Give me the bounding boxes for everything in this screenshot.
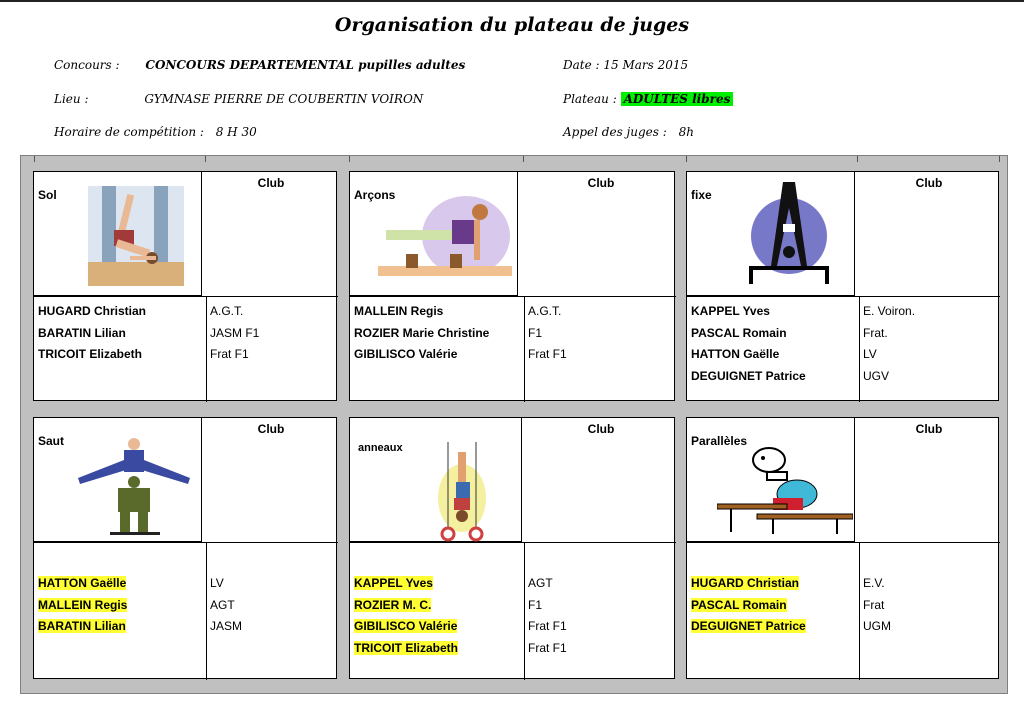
concours-value: CONCOURS DEPARTEMENTAL pupilles adultes [145, 58, 466, 72]
judge-row: HUGARD Christian [691, 576, 800, 590]
parallel-bars-icon [717, 444, 853, 536]
judge-row: GIBILISCO Valérie [354, 347, 458, 361]
divider [206, 296, 207, 402]
appel-field [563, 125, 694, 139]
club-cell: JASM [210, 619, 243, 633]
judge-list [354, 576, 520, 659]
rings-gymnast-icon [428, 442, 498, 542]
top-rule [0, 0, 1024, 2]
horaire-value: 8 H 30 [215, 125, 257, 139]
judge-row [38, 369, 204, 391]
judge-row: KAPPEL Yves [691, 304, 770, 318]
club-header: Club [587, 176, 615, 190]
panel-paralleles [686, 417, 999, 679]
club-cell: Frat F1 [528, 347, 567, 361]
club-list [210, 576, 334, 662]
pommel-horse-icon [378, 196, 514, 282]
judge-row: DEGUIGNET Patrice [691, 368, 806, 383]
club-cell [528, 369, 652, 391]
tick [205, 156, 206, 162]
club-header: Club [257, 176, 285, 190]
judges-board [20, 155, 1008, 694]
divider [350, 542, 676, 543]
club-cell: LV [863, 347, 877, 361]
club-cell: Frat F1 [210, 347, 249, 361]
judge-row [38, 641, 204, 663]
judge-list [38, 576, 204, 662]
date-label: Date : [563, 58, 600, 72]
judge-row: BARATIN Lilian [38, 619, 126, 633]
lieu-value: GYMNASE PIERRE DE COUBERTIN VOIRON [144, 92, 424, 106]
tick [999, 156, 1000, 162]
club-cell: UGM [863, 619, 891, 633]
judge-row: MALLEIN Regis [38, 597, 128, 612]
club-header: Club [915, 422, 943, 436]
divider [687, 296, 1000, 297]
club-cell: UGV [863, 368, 890, 383]
tick [34, 156, 35, 162]
judge-row: PASCAL Romain [691, 325, 787, 340]
judge-row: HUGARD Christian [38, 304, 147, 318]
plateau-label: Plateau : [563, 92, 617, 106]
lieu-label: Lieu : [54, 92, 89, 106]
club-cell: A.G.T. [210, 304, 244, 318]
tick [523, 156, 524, 162]
judge-list [38, 304, 204, 390]
club-cell: F1 [528, 325, 543, 340]
judge-row: KAPPEL Yves [354, 576, 433, 590]
apparatus-label: Parallèles [691, 434, 748, 448]
judge-row: TRICOIT Elizabeth [38, 347, 143, 361]
judge-row: HATTON Gaëlle [38, 576, 127, 590]
judge-row: TRICOIT Elizabeth [354, 640, 459, 655]
plateau-value: ADULTES libres [621, 92, 734, 106]
judge-row [691, 641, 857, 663]
club-cell: AGT [210, 597, 235, 612]
club-list [863, 304, 987, 390]
club-cell: E. Voiron. [863, 304, 916, 318]
club-cell: Frat F1 [528, 640, 567, 655]
club-cell: Frat F1 [528, 619, 567, 633]
concours-field [54, 58, 465, 72]
club-header: Club [587, 422, 615, 436]
panel-arcons [349, 171, 675, 401]
judge-row: HATTON Gaëlle [691, 347, 780, 361]
apparatus-label: Saut [38, 434, 65, 448]
club-cell: F1 [528, 597, 543, 612]
divider [687, 542, 1000, 543]
judge-row: ROZIER M. C. [354, 597, 432, 612]
divider [34, 296, 338, 297]
club-header: Club [257, 422, 285, 436]
plateau-field [563, 92, 733, 106]
club-cell: AGT [528, 576, 553, 590]
judge-row: MALLEIN Regis [354, 304, 444, 318]
club-cell: Frat [863, 597, 885, 612]
divider [524, 542, 525, 680]
club-cell [210, 641, 334, 663]
tick [857, 156, 858, 162]
club-cell: Frat. [863, 325, 888, 340]
divider [859, 542, 860, 680]
leapfrog-icon [74, 438, 194, 538]
panel-sol [33, 171, 337, 401]
horaire-field [54, 125, 257, 139]
date-field [563, 58, 688, 72]
judge-row: ROZIER Marie Christine [354, 325, 490, 340]
judge-row [354, 369, 520, 391]
floor-gymnast-icon [88, 186, 184, 286]
club-cell: JASM F1 [210, 325, 260, 340]
divider [34, 542, 338, 543]
lieu-field [54, 92, 423, 106]
date-value: 15 Mars 2015 [603, 58, 689, 72]
club-cell: A.G.T. [528, 304, 562, 318]
club-list [210, 304, 334, 390]
club-cell: LV [210, 576, 224, 590]
apparatus-label: anneaux [358, 442, 403, 454]
club-list [528, 576, 652, 659]
club-cell [863, 641, 987, 663]
judge-list [691, 576, 857, 662]
judge-list [691, 304, 857, 390]
divider [859, 296, 860, 402]
tick [349, 156, 350, 162]
club-list [528, 304, 652, 390]
apparatus-label: fixe [691, 188, 712, 202]
club-list [863, 576, 987, 662]
judge-row: DEGUIGNET Patrice [691, 619, 806, 633]
club-header: Club [915, 176, 943, 190]
club-cell [210, 369, 334, 391]
judge-row: BARATIN Lilian [38, 325, 126, 340]
divider [524, 296, 525, 402]
appel-value: 8h [678, 125, 694, 139]
high-bar-icon [747, 178, 831, 286]
divider [350, 296, 676, 297]
page-title: Organisation du plateau de juges [334, 14, 690, 36]
apparatus-label: Sol [38, 188, 57, 202]
apparatus-label: Arçons [354, 188, 396, 202]
judge-row: GIBILISCO Valérie [354, 619, 458, 633]
panel-saut [33, 417, 337, 679]
concours-label: Concours : [54, 58, 120, 72]
horaire-label: Horaire de compétition : [54, 125, 204, 139]
divider [206, 542, 207, 680]
judge-list [354, 304, 520, 390]
panel-fixe [686, 171, 999, 401]
judge-row: PASCAL Romain [691, 597, 787, 612]
club-cell: E.V. [863, 576, 885, 590]
tick [686, 156, 687, 162]
panel-anneaux [349, 417, 675, 679]
appel-label: Appel des juges : [563, 125, 667, 139]
